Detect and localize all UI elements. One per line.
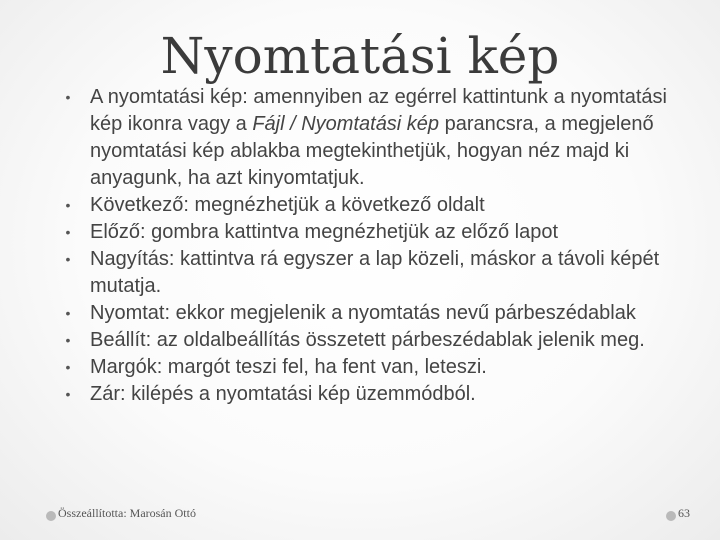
list-item bbox=[58, 84, 678, 192]
slide-footer bbox=[0, 505, 720, 525]
bullet-text: Előző: gombra kattintva megnézhetjük az előző lapot bbox=[90, 221, 559, 243]
list-item bbox=[58, 192, 678, 219]
bullet-text: Nyomtat: ekkor megjelenik a nyomtatás nevű párbeszédablak bbox=[90, 302, 636, 324]
bullet-icon: • bbox=[65, 224, 71, 240]
bullet-icon: • bbox=[65, 332, 71, 348]
list-item bbox=[58, 219, 678, 246]
bullet-list bbox=[58, 84, 678, 408]
bullet-text: Beállít: az oldalbeállítás összetett párbeszédablak jelenik meg. bbox=[90, 329, 645, 351]
list-item bbox=[58, 354, 678, 381]
bullet-icon: • bbox=[65, 197, 71, 213]
bullet-text: A nyomtatási kép: amennyiben az egérrel kattintunk a nyomtatási kép ikonra vagy a Fájl / Nyomtatási kép parancsra, a megjelenő nyomtatási kép ablakba megtekinthetjük, hogyan néz majd ki anyagunk, ha azt kinyomtatjuk. bbox=[90, 86, 667, 189]
bullet-text: Nagyítás: kattintva rá egyszer a lap közeli, máskor a távoli képét mutatja. bbox=[90, 248, 660, 297]
bullet-icon: • bbox=[65, 89, 71, 105]
bullet-text: Zár: kilépés a nyomtatási kép üzemmódból. bbox=[90, 383, 476, 405]
list-item bbox=[58, 381, 678, 408]
footer-dot-icon bbox=[666, 511, 676, 521]
bullet-icon: • bbox=[65, 305, 71, 321]
bullet-icon: • bbox=[65, 251, 71, 267]
slide-title: Nyomtatási kép bbox=[160, 27, 560, 85]
bullet-text: Margók: margót teszi fel, ha fent van, leteszi. bbox=[90, 356, 487, 378]
bullet-text: Következő: megnézhetjük a következő oldalt bbox=[90, 194, 485, 216]
footer-author: Összeállította: Marosán Ottó bbox=[58, 506, 196, 520]
bullet-icon: • bbox=[65, 386, 71, 402]
list-item bbox=[58, 300, 678, 327]
bullet-icon: • bbox=[65, 359, 71, 375]
footer-dot-icon bbox=[46, 511, 56, 521]
list-item bbox=[58, 246, 678, 300]
list-item bbox=[58, 327, 678, 354]
page-number: 63 bbox=[678, 506, 690, 520]
